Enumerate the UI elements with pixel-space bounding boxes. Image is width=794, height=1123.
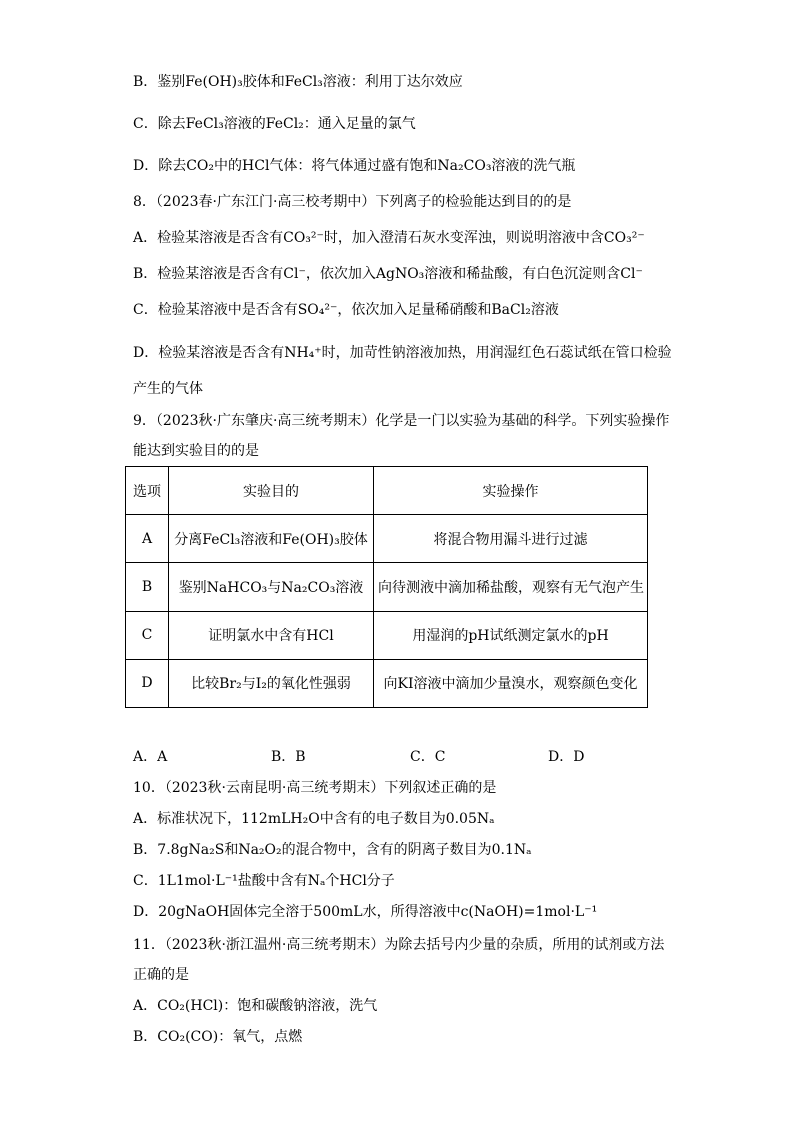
- row-operation: 用湿润的pH试纸测定氯水的pH: [374, 611, 648, 659]
- row-operation: 将混合物用漏斗进行过滤: [374, 515, 648, 563]
- table-row: [126, 611, 648, 659]
- line-10c: C．1L1mol·L⁻¹盐酸中含有Nₐ个HCl分子: [133, 873, 395, 889]
- header-option: 选项: [126, 467, 169, 515]
- row-purpose: 比较Br₂与I₂的氧化性强弱: [169, 659, 374, 707]
- row-option: C: [126, 611, 169, 659]
- row-purpose: 分离FeCl₃溶液和Fe(OH)₃胶体: [169, 515, 374, 563]
- table-row: [126, 515, 648, 563]
- question-10-stem: 10．（2023秋·云南昆明·高三统考期末）下列叙述正确的是: [133, 780, 497, 796]
- question-11-stem-cont: 正确的是: [133, 967, 189, 983]
- line-10d: D．20gNaOH固体完全溶于500mL水，所得溶液中c(NaOH)=1mol·L⁻¹: [133, 904, 598, 920]
- line-8d-cont: 产生的气体: [133, 381, 203, 397]
- line-10b: B．7.8gNa₂S和Na₂O₂的混合物中，含有的阴离子数目为0.1Nₐ: [133, 842, 532, 858]
- row-operation: 向待测液中滴加稀盐酸，观察有无气泡产生: [374, 563, 648, 611]
- row-option: B: [126, 563, 169, 611]
- header-purpose: 实验目的: [169, 467, 374, 515]
- option-d: D．D: [548, 749, 585, 765]
- row-option: A: [126, 515, 169, 563]
- experiment-table: [125, 466, 648, 708]
- question-11-stem: 11．（2023秋·浙江温州·高三统考期末）为除去括号内少量的杂质，所用的试剂或方法: [133, 937, 665, 953]
- table-row: [126, 563, 648, 611]
- row-operation: 向KI溶液中滴加少量溴水，观察颜色变化: [374, 659, 648, 707]
- question-9-stem-cont: 能达到实验目的的是: [133, 443, 259, 459]
- row-option: D: [126, 659, 169, 707]
- row-purpose: 鉴别NaHCO₃与Na₂CO₃溶液: [169, 563, 374, 611]
- line-11a: A．CO₂(HCl)：饱和碳酸钠溶液，洗气: [133, 998, 378, 1014]
- question-8-stem: 8．（2023春·广东江门·高三校考期中）下列离子的检验能达到目的的是: [133, 194, 572, 210]
- line-7d: D．除去CO₂中的HCl气体：将气体通过盛有饱和Na₂CO₃溶液的洗气瓶: [133, 158, 576, 174]
- question-9-stem: 9．（2023秋·广东肇庆·高三统考期末）化学是一门以实验为基础的科学。下列实验操作: [133, 413, 670, 429]
- line-8d: D．检验某溶液是否含有NH₄⁺时，加苛性钠溶液加热，用润湿红色石蕊试纸在管口检验: [133, 345, 672, 361]
- table-row: [126, 659, 648, 707]
- option-a: A．A: [133, 749, 168, 765]
- row-purpose: 证明氯水中含有HCl: [169, 611, 374, 659]
- line-7c: C．除去FeCl₃溶液的FeCl₂：通入足量的氯气: [133, 116, 416, 132]
- option-b: B．B: [271, 749, 306, 765]
- table-header-row: [126, 467, 648, 515]
- line-8b: B．检验某溶液是否含有Cl⁻，依次加入AgNO₃溶液和稀盐酸，有白色沉淀则含Cl⁻: [133, 266, 643, 282]
- line-10a: A．标准状况下，112mLH₂O中含有的电子数目为0.05Nₐ: [133, 811, 495, 827]
- line-11b: B．CO₂(CO)：氧气，点燃: [133, 1029, 303, 1045]
- line-7b: B．鉴别Fe(OH)₃胶体和FeCl₃溶液：利用丁达尔效应: [133, 74, 463, 90]
- line-8c: C．检验某溶液中是否含有SO₄²⁻，依次加入足量稀硝酸和BaCl₂溶液: [133, 302, 559, 318]
- header-operation: 实验操作: [374, 467, 648, 515]
- line-8a: A．检验某溶液是否含有CO₃²⁻时，加入澄清石灰水变浑浊，则说明溶液中含CO₃²⁻: [133, 230, 645, 246]
- option-c: C．C: [410, 749, 446, 765]
